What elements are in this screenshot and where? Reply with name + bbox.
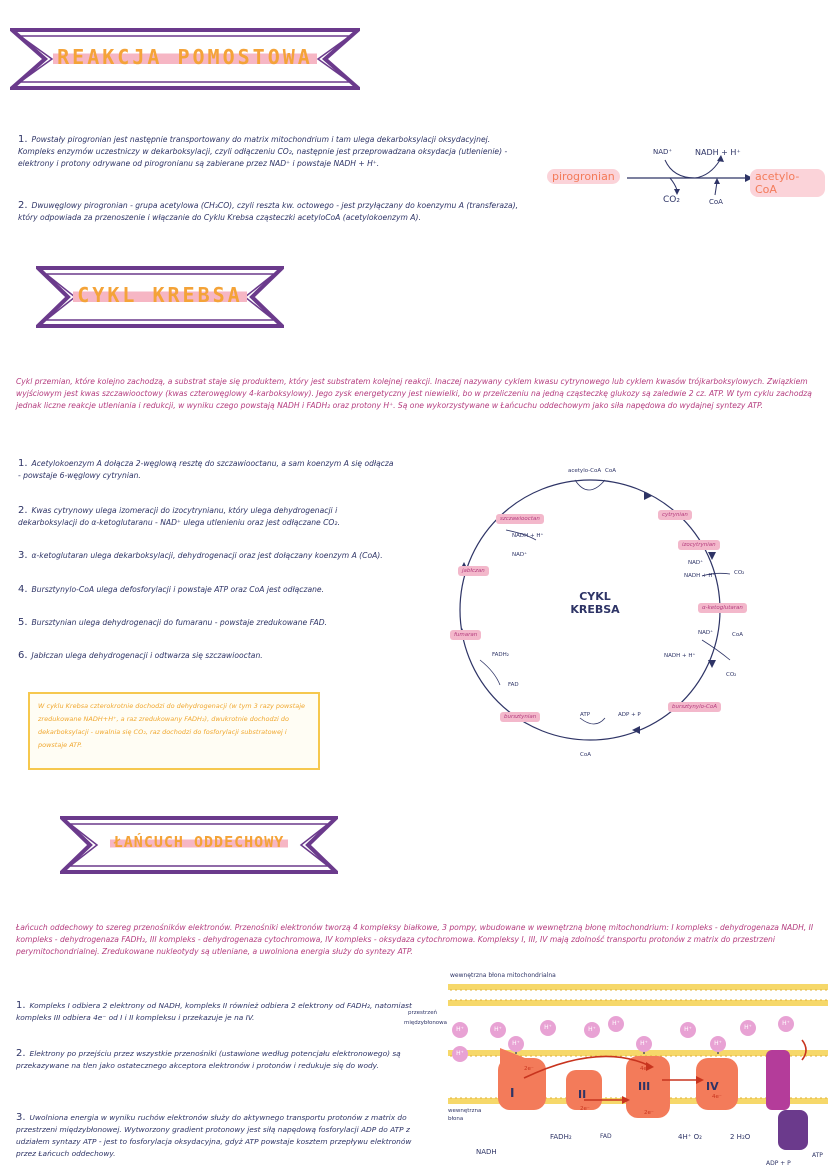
section1-item-1: 1. Powstały pirogronian jest następnie transportowany do matrix mitochondrium i tam ulega dekarboksylacji oksydacyjnej. Kompleks enzymów uczestniczy w dekarboksylacji, czyli odłączeniu CO₂, następnie jest przeprowadzana oksydacja (utlenienie) - elektrony i protony odrywane od pirogronianu są zabierane przez NAD⁺ i powstaje NADH + H⁺.	[18, 134, 508, 168]
cycle-nadh-1: NADH + H⁺	[512, 533, 544, 539]
electrons-2c: 2e⁻	[644, 1110, 654, 1116]
cycle-nad-2: NAD⁺	[688, 560, 704, 566]
cycle-nadh-2: NADH + H⁺	[684, 573, 716, 579]
krebs-step-3: 3. α-ketoglutaran ulega dekarboksylacji, dehydrogenacji oraz jest dołączany koenzym A (CoA).	[18, 550, 383, 561]
krebs-step-2: 2. Kwas cytrynowy ulega izomeracji do izocytrynianu, który ulega dehydrogenacji i dekarboksylacji do α-ketoglutaranu - NAD⁺ ulega utlenieniu oraz jest odłączane CO₂.	[18, 505, 340, 527]
electrons-4: 4e⁻	[640, 1066, 650, 1072]
section1-title: REAKCJA POMOSTOWA	[53, 45, 317, 69]
cycle-fad: FAD	[508, 682, 519, 688]
coa-top-label: CoA	[605, 468, 616, 474]
proton-icon: H⁺	[584, 1022, 600, 1038]
etc-adp: ADP + P	[766, 1160, 791, 1167]
electrons-2a: 2e⁻	[524, 1066, 534, 1072]
akg-label: α-ketoglutaran	[698, 603, 747, 613]
nadh-label: NADH + H⁺	[695, 148, 741, 157]
complex-3-label: III	[638, 1080, 651, 1093]
cycle-co2-1: CO₂	[734, 570, 745, 576]
acetylcoa-label: acetylo-CoA	[750, 169, 825, 197]
proton-icon: H⁺	[540, 1020, 556, 1036]
etc-h2o: 2 H₂O	[730, 1133, 751, 1141]
fumarate-label: fumaran	[450, 630, 481, 640]
etc-o2: 4H⁺ O₂	[678, 1133, 702, 1141]
succinate-label: bursztynian	[500, 712, 540, 722]
cycle-adp: ADP + P	[618, 712, 641, 718]
cycle-nad-1: NAD⁺	[512, 552, 528, 558]
krebs-step-1: 1. Acetylokoenzym A dołącza 2-węglową resztę do szczawiooctanu, a sam koenzym A się odłącza - powstaje 6-węglowy cytrynian.	[18, 458, 394, 480]
pyruvate-label: pirogronian	[547, 169, 620, 184]
citrate-label: cytrynian	[658, 510, 692, 520]
proton-icon: H⁺	[452, 1022, 468, 1038]
proton-icon: H⁺	[508, 1036, 524, 1052]
chain-item-2: 2. Elektrony po przejściu przez wszystkie przenośniki (ustawione według potencjału elektronowego) są przekazywane na tlen jako ostatecznego akceptora elektronów i protonów i redukuje się do wody.	[16, 1048, 401, 1070]
co2-label: CO₂	[663, 195, 680, 205]
membrane-icon	[400, 970, 828, 1171]
proton-icon: H⁺	[740, 1020, 756, 1036]
cycle-co2-2: CO₂	[726, 672, 737, 678]
section3-title: ŁAŃCUCH ODDECHOWY	[110, 833, 289, 851]
oxaloacetate-label: szczawiooctan	[496, 514, 544, 524]
cycle-title-2: KREBSA	[570, 603, 620, 616]
chain-item-1: 1. Kompleks I odbiera 2 elektrony od NADH, kompleks II również odbiera 2 elektrony od FADH₂, natomiast kompleks III odbiera 4e⁻ od I i II kompleksu i przekazuje je na IV.	[16, 1000, 412, 1022]
proton-icon: H⁺	[608, 1016, 624, 1032]
proton-icon: H⁺	[710, 1036, 726, 1052]
membrane-label: wewnętrzna błona mitochondrialna	[450, 972, 556, 979]
section3-banner	[60, 816, 338, 874]
cycle-coa-bottom: CoA	[580, 752, 591, 758]
malate-label: jabłczan	[458, 566, 489, 576]
succinylcoa-label: bursztynylo-CoA	[668, 702, 721, 712]
proton-icon: H⁺	[680, 1022, 696, 1038]
acetyl-cycle-label: acetylo-CoA	[568, 468, 602, 474]
section1-item-2: 2. Dwuwęglowy pirogronian - grupa acetylowa (CH₃CO), czyli reszta kw. octowego - jest przyłączany do koenzymu A (transferaza), który odpowiada za przenoszenie i włączanie do Cyklu Krebsa cząsteczki acetyloCoA (acetylokoenzym A).	[18, 200, 519, 222]
krebs-cycle-diagram	[440, 460, 825, 770]
krebs-step-5: 5. Bursztynian ulega dehydrogenacji do fumaranu - powstaje zredukowane FAD.	[18, 617, 327, 628]
coa-label: CoA	[709, 198, 723, 206]
electrons-2b: 2e⁻	[580, 1106, 590, 1112]
space-label-2: międzybłonowa	[404, 1020, 448, 1026]
electrons-4b: 4e⁻	[712, 1094, 722, 1100]
krebs-intro: Cykl przemian, które kolejno zachodzą, a substrat staje się produktem, który jest substratem kolejnej reakcji. Inaczej nazywany cyklem kwasu cytrynowego lub cyklem kwasów trójkarboksylowych. Związkiem wyjściowym jest kwas szczawiooctowy (kwas czterowęglowy 4-karboksylowy). Jego zysk energetyczny jest niewielki, bo w przeliczeniu na jedną cząsteczkę glukozy są zaledwie 2 cz. ATP. W tym cyklu zachodzą jednak liczne reakcje utleniania i redukcji, w wyniku czego powstają NADH i FADH₂ oraz protony H⁺. Są one wykorzystywane w Łańcuchu oddechowym jako siła napędowa do wydajnej syntezy ATP.	[16, 377, 812, 410]
section1-banner	[10, 28, 360, 90]
isocitrate-label: izocytrynian	[678, 540, 720, 550]
complex-1-label: I	[510, 1086, 515, 1100]
cycle-atp: ATP	[580, 712, 591, 718]
etc-diagram	[400, 970, 828, 1171]
etc-fadh2: FADH₂	[550, 1133, 572, 1141]
nad-label: NAD⁺	[653, 148, 673, 156]
etc-atp: ATP	[812, 1152, 823, 1159]
complex-2-label: II	[578, 1088, 587, 1101]
section2-banner	[36, 266, 284, 328]
cycle-nad-3: NAD⁺	[698, 630, 714, 636]
section2-title: CYKL KREBSA	[73, 283, 246, 307]
chain-item-3: 3. Uwolniona energia w wyniku ruchów elektronów służy do aktywnego transportu protonów z matrix do przestrzeni międzybłonowej. Wytworzony gradient protonowy jest siłą napędową fosforylacji ADP do ATP z udziałem syntazy ATP - jest to fosforylacja oksydacyjna, gdyż ATP powstaje kosztem przepływu elektronów przez Łańcuch oddechowy.	[16, 1112, 412, 1158]
cycle-circle-icon	[440, 460, 825, 770]
cycle-title-1: CYKL	[579, 590, 611, 603]
proton-icon: H⁺	[452, 1046, 468, 1062]
krebs-step-4: 4. Bursztynylo-CoA ulega defosforylacji i powstaje ATP oraz CoA jest odłączane.	[18, 584, 324, 595]
etc-fad: FAD	[600, 1133, 612, 1140]
bridge-reaction-diagram	[545, 140, 825, 215]
cycle-fadh2: FADH₂	[492, 652, 509, 658]
proton-icon: H⁺	[490, 1022, 506, 1038]
krebs-step-6: 6. Jabłczan ulega dehydrogenacji i odtwarza się szczawiooctan.	[18, 650, 263, 661]
chain-intro: Łańcuch oddechowy to szereg przenośników elektronów. Przenośniki elektronów tworzą 4 kompleksy białkowe, 3 pompy, wbudowane w wewnętrzną błonę mitochondrium: I kompleks - dehydrogenaza NADH, II kompleks - dehydrogenaza FADH₂, III kompleks - dehydrogenaza cytochromowa, IV kompleks - oksydaza cytochromowa. Kompleksy I, III, IV mają zdolność transportu protonów z matrix do przestrzeni perymitochondrialnej. Zredukowane nukleotydy są utleniane, a uwolniona energia służy do syntezy ATP.	[16, 923, 814, 956]
inner-label-2: błona	[448, 1116, 464, 1122]
proton-icon: H⁺	[778, 1016, 794, 1032]
cycle-coa-right: CoA	[732, 632, 743, 638]
space-label-1: przestrzeń	[408, 1010, 438, 1016]
krebs-summary-note: W cyklu Krebsa czterokrotnie dochodzi do dehydrogenacji (w tym 3 razy powstaje zredukowane NADH+H⁺, a raz zredukowany FADH₂), dwukrotnie dochodzi do dekarboksylacji - uwalnia się CO₂, raz dochodzi do fosforylacji substratowej i powstaje ATP.	[28, 692, 320, 770]
inner-label-1: wewnętrzna	[448, 1108, 482, 1114]
cycle-nadh-3: NADH + H⁺	[664, 653, 696, 659]
etc-nadh: NADH	[476, 1148, 497, 1156]
proton-icon: H⁺	[636, 1036, 652, 1052]
complex-4-label: IV	[706, 1080, 719, 1093]
